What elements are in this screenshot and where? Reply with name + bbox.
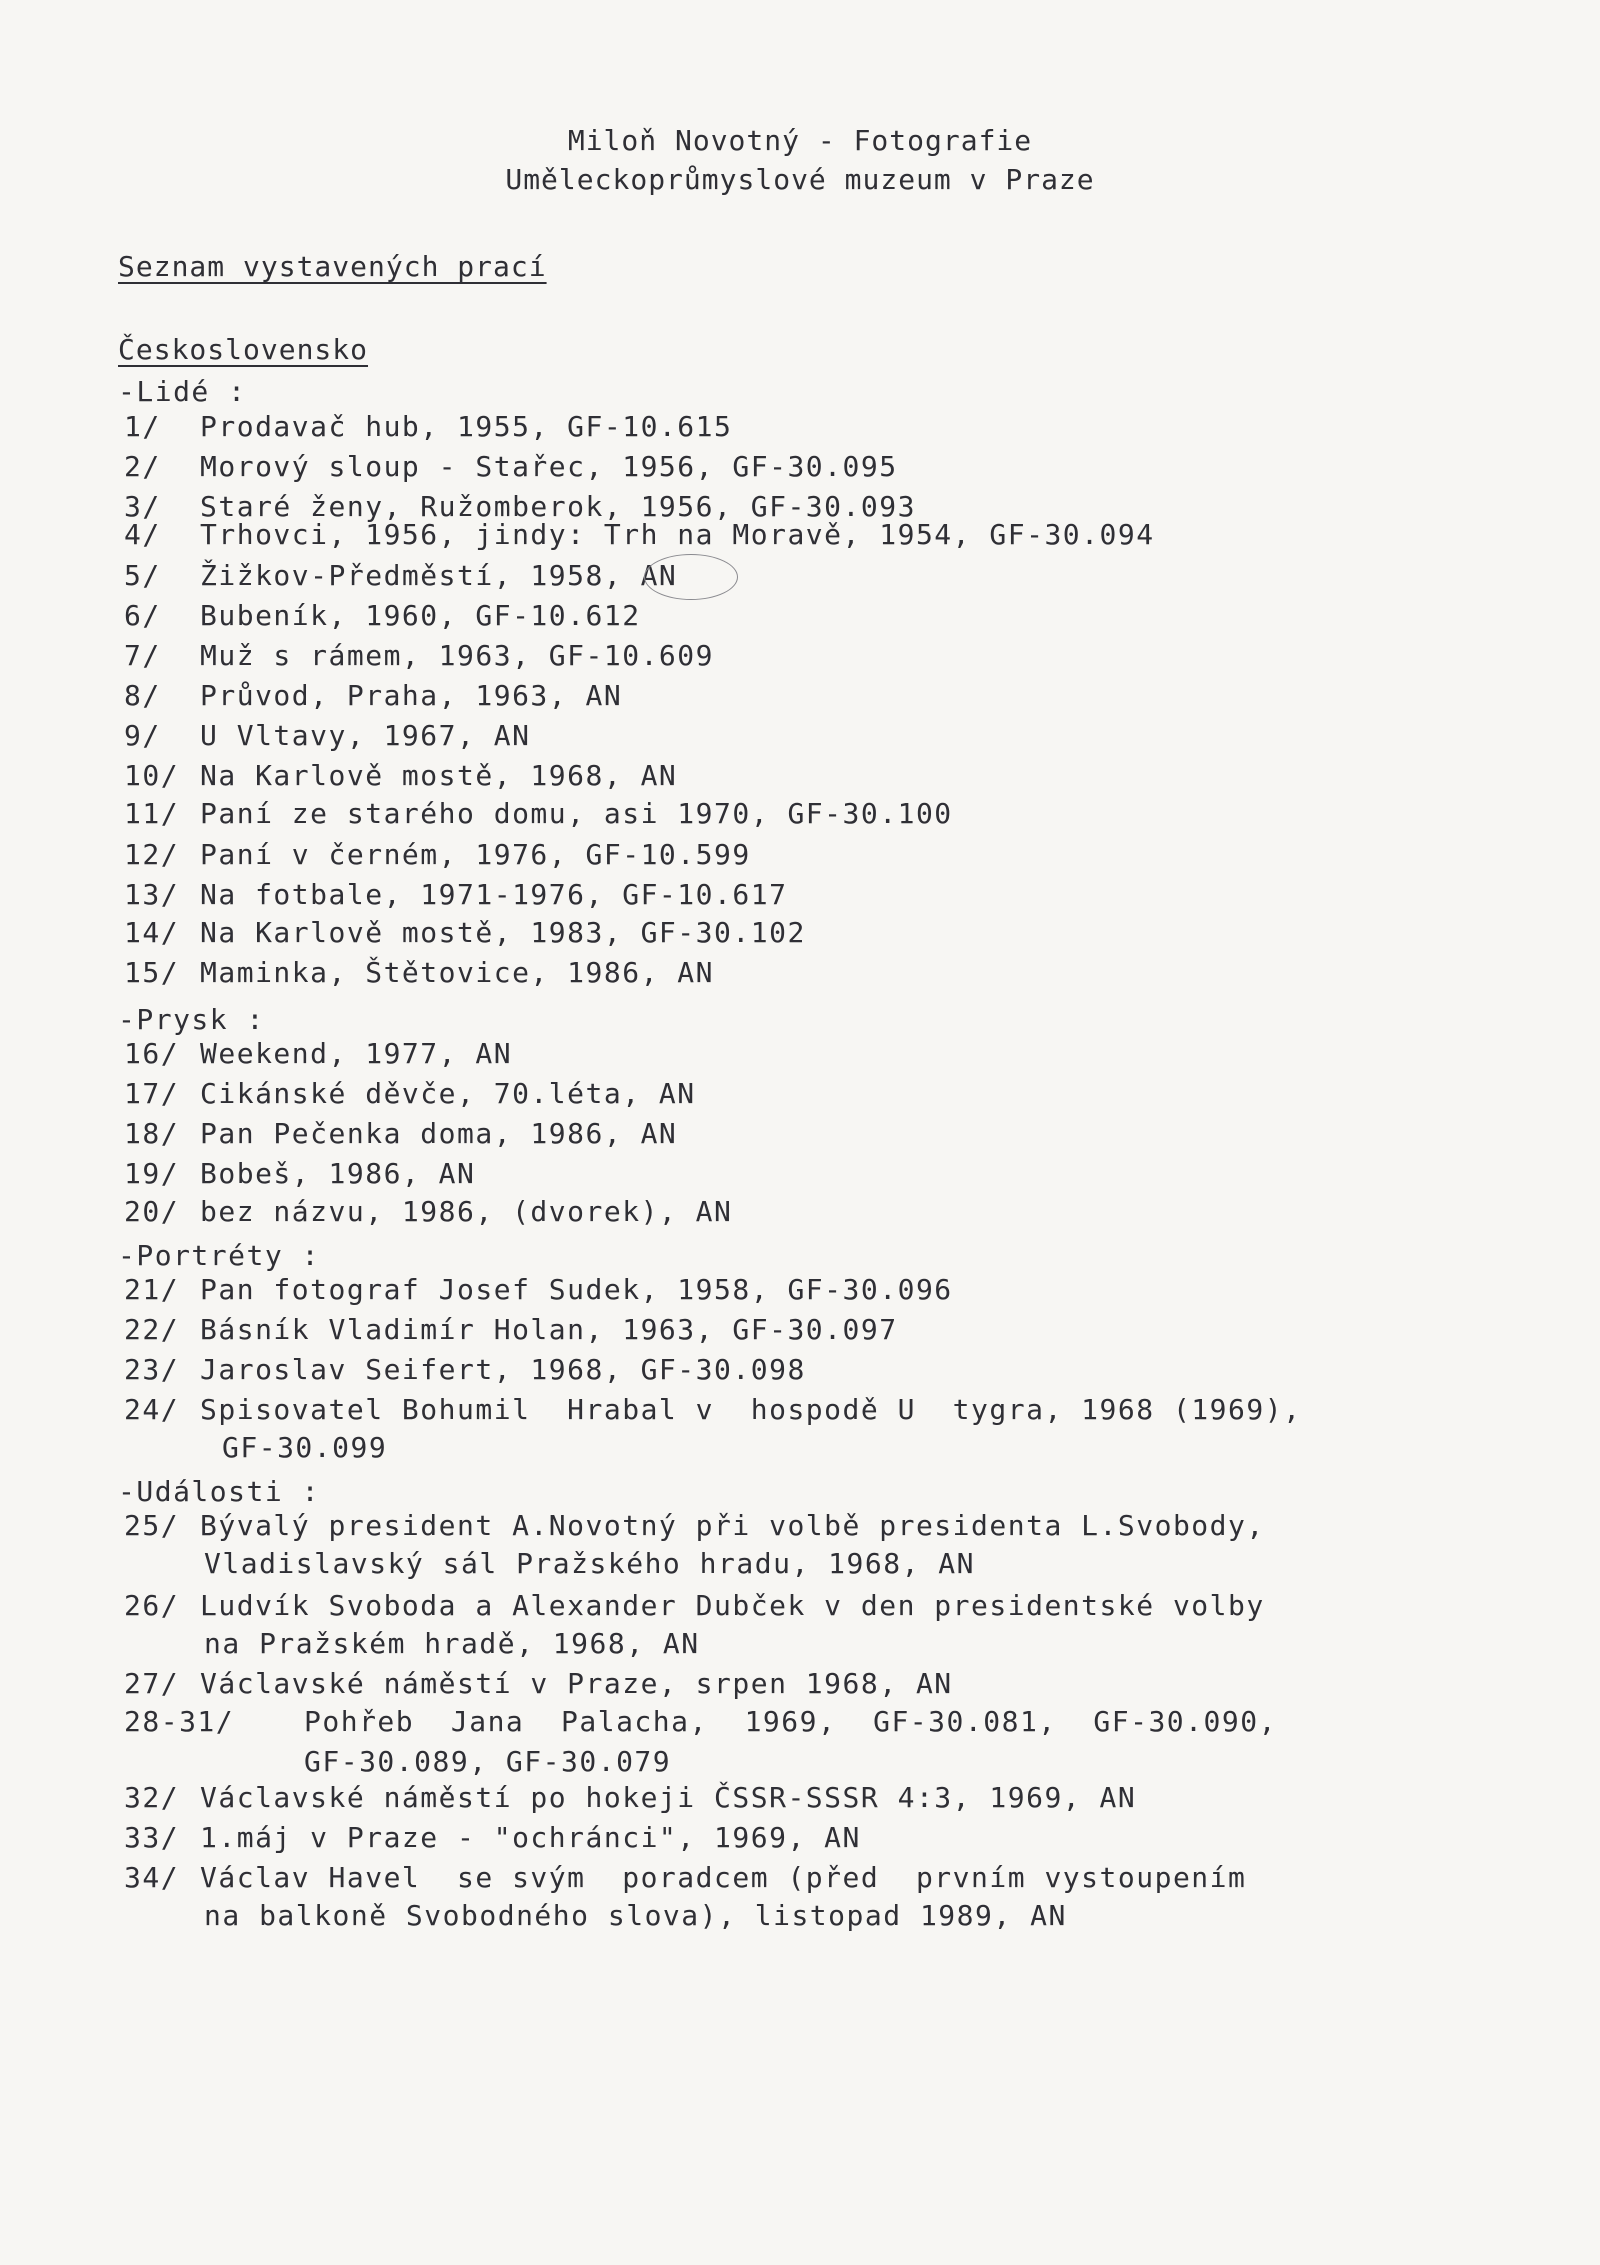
list-item [124, 679, 622, 712]
item-number: 24/ [124, 1393, 180, 1426]
section-portrety: -Portréty : [118, 1239, 320, 1272]
item-text: Paní ze starého domu, asi 1970, GF-30.100 [200, 797, 953, 830]
item-number: 2/ [124, 450, 161, 483]
item-number: 17/ [124, 1077, 180, 1110]
list-title: Seznam vystavených prací [118, 250, 547, 283]
list-item [124, 559, 677, 592]
item-text: 1.máj v Praze - "ochránci", 1969, AN [200, 1821, 861, 1854]
item-text: Pohřeb Jana Palacha, 1969, GF-30.081, GF-30.090, [304, 1705, 1277, 1738]
section-prysk: -Prysk : [118, 1003, 265, 1036]
list-item [124, 1861, 1246, 1894]
list-item [124, 1157, 475, 1190]
list-item [124, 1781, 1136, 1814]
item-text: Průvod, Praha, 1963, AN [200, 679, 623, 712]
item-text: Jaroslav Seifert, 1968, GF-30.098 [200, 1353, 806, 1386]
item-number: 21/ [124, 1273, 180, 1306]
item-number: 6/ [124, 599, 161, 632]
item-number: 4/ [124, 518, 161, 551]
item-number: 26/ [124, 1589, 180, 1622]
item-continuation: GF-30.089, GF-30.079 [304, 1745, 672, 1778]
item-text: Trhovci, 1956, jindy: Trh na Moravě, 1954, GF-30.094 [200, 518, 1155, 551]
item-text: Prodavač hub, 1955, GF-10.615 [200, 410, 733, 443]
list-item [124, 1589, 1265, 1622]
list-item [124, 1705, 1277, 1738]
item-text: Václav Havel se svým poradcem (před prvním vystoupením [200, 1861, 1247, 1894]
item-number: 1/ [124, 410, 161, 443]
item-continuation: na Pražském hradě, 1968, AN [204, 1627, 700, 1660]
item-continuation: na balkoně Svobodného slova), listopad 1989, AN [204, 1899, 1067, 1932]
item-number: 14/ [124, 916, 180, 949]
list-item [124, 639, 714, 672]
list-item [124, 1273, 953, 1306]
document-title: Miloň Novotný - Fotografie [567, 124, 1033, 157]
item-number: 19/ [124, 1157, 180, 1190]
item-text: Cikánské děvče, 70.léta, AN [200, 1077, 696, 1110]
item-text: Weekend, 1977, AN [200, 1037, 513, 1070]
list-item [124, 1353, 806, 1386]
item-text: Pan fotograf Josef Sudek, 1958, GF-30.096 [200, 1273, 953, 1306]
item-number: 34/ [124, 1861, 180, 1894]
list-item [124, 1195, 732, 1228]
item-text: Václavské náměstí po hokeji ČSSR-SSSR 4:3, 1969, AN [200, 1781, 1137, 1814]
list-item [124, 797, 953, 830]
item-number: 11/ [124, 797, 180, 830]
item-number: 27/ [124, 1667, 180, 1700]
item-text: Maminka, Štětovice, 1986, AN [200, 956, 715, 989]
item-number: 5/ [124, 559, 161, 592]
list-item [124, 1393, 1301, 1426]
list-item [124, 838, 751, 871]
list-item [124, 916, 806, 949]
item-text: Spisovatel Bohumil Hrabal v hospodě U tygra, 1968 (1969), [200, 1393, 1302, 1426]
list-item [124, 1509, 1265, 1542]
list-item [124, 759, 677, 792]
list-item [124, 1077, 696, 1110]
list-item [124, 450, 898, 483]
list-item [124, 410, 732, 443]
item-number: 20/ [124, 1195, 180, 1228]
item-text: Básník Vladimír Holan, 1963, GF-30.097 [200, 1313, 898, 1346]
item-text: Bubeník, 1960, GF-10.612 [200, 599, 641, 632]
item-text: Na Karlově mostě, 1968, AN [200, 759, 678, 792]
item-number: 32/ [124, 1781, 180, 1814]
item-text: Paní v černém, 1976, GF-10.599 [200, 838, 751, 871]
item-text: Bobeš, 1986, AN [200, 1157, 476, 1190]
item-text: Žižkov-Předměstí, 1958, AN [200, 559, 678, 592]
item-text: Muž s rámem, 1963, GF-10.609 [200, 639, 715, 672]
list-item [124, 599, 641, 632]
item-text: Morový sloup - Stařec, 1956, GF-30.095 [200, 450, 898, 483]
list-item [124, 878, 787, 911]
document-subtitle: Uměleckoprůmyslové muzeum v Praze [505, 163, 1095, 196]
list-item [124, 956, 714, 989]
item-number: 28-31/ [124, 1705, 235, 1738]
item-text: Staré ženy, Ružomberok, 1956, GF-30.093 [200, 490, 916, 523]
item-number: 23/ [124, 1353, 180, 1386]
item-text: Na fotbale, 1971-1976, GF-10.617 [200, 878, 788, 911]
item-number: 25/ [124, 1509, 180, 1542]
item-text: bez názvu, 1986, (dvorek), AN [200, 1195, 733, 1228]
item-text: Václavské náměstí v Praze, srpen 1968, AN [200, 1667, 953, 1700]
item-number: 16/ [124, 1037, 180, 1070]
item-number: 33/ [124, 1821, 180, 1854]
item-number: 10/ [124, 759, 180, 792]
item-text: Ludvík Svoboda a Alexander Dubček v den presidentské volby [200, 1589, 1265, 1622]
item-number: 12/ [124, 838, 180, 871]
list-item [124, 1313, 898, 1346]
list-item [124, 1667, 953, 1700]
country-heading: Československo [118, 333, 369, 366]
item-number: 9/ [124, 719, 161, 752]
item-number: 15/ [124, 956, 180, 989]
list-item [124, 1821, 861, 1854]
item-number: 3/ [124, 490, 161, 523]
item-text: Na Karlově mostě, 1983, GF-30.102 [200, 916, 806, 949]
item-number: 7/ [124, 639, 161, 672]
item-number: 13/ [124, 878, 180, 911]
list-item [124, 1117, 677, 1150]
item-continuation: GF-30.099 [222, 1431, 388, 1464]
item-number: 22/ [124, 1313, 180, 1346]
item-number: 18/ [124, 1117, 180, 1150]
item-continuation: Vladislavský sál Pražského hradu, 1968, AN [204, 1547, 976, 1580]
section-udalosti: -Události : [118, 1475, 320, 1508]
section-lide: -Lidé : [118, 375, 247, 408]
item-number: 8/ [124, 679, 161, 712]
item-text: Pan Pečenka doma, 1986, AN [200, 1117, 678, 1150]
item-text: U Vltavy, 1967, AN [200, 719, 531, 752]
list-item [124, 1037, 512, 1070]
list-item [124, 719, 530, 752]
list-item [124, 518, 1155, 551]
item-text: Bývalý president A.Novotný při volbě presidenta L.Svobody, [200, 1509, 1265, 1542]
handwritten-circle-mark [644, 554, 738, 600]
